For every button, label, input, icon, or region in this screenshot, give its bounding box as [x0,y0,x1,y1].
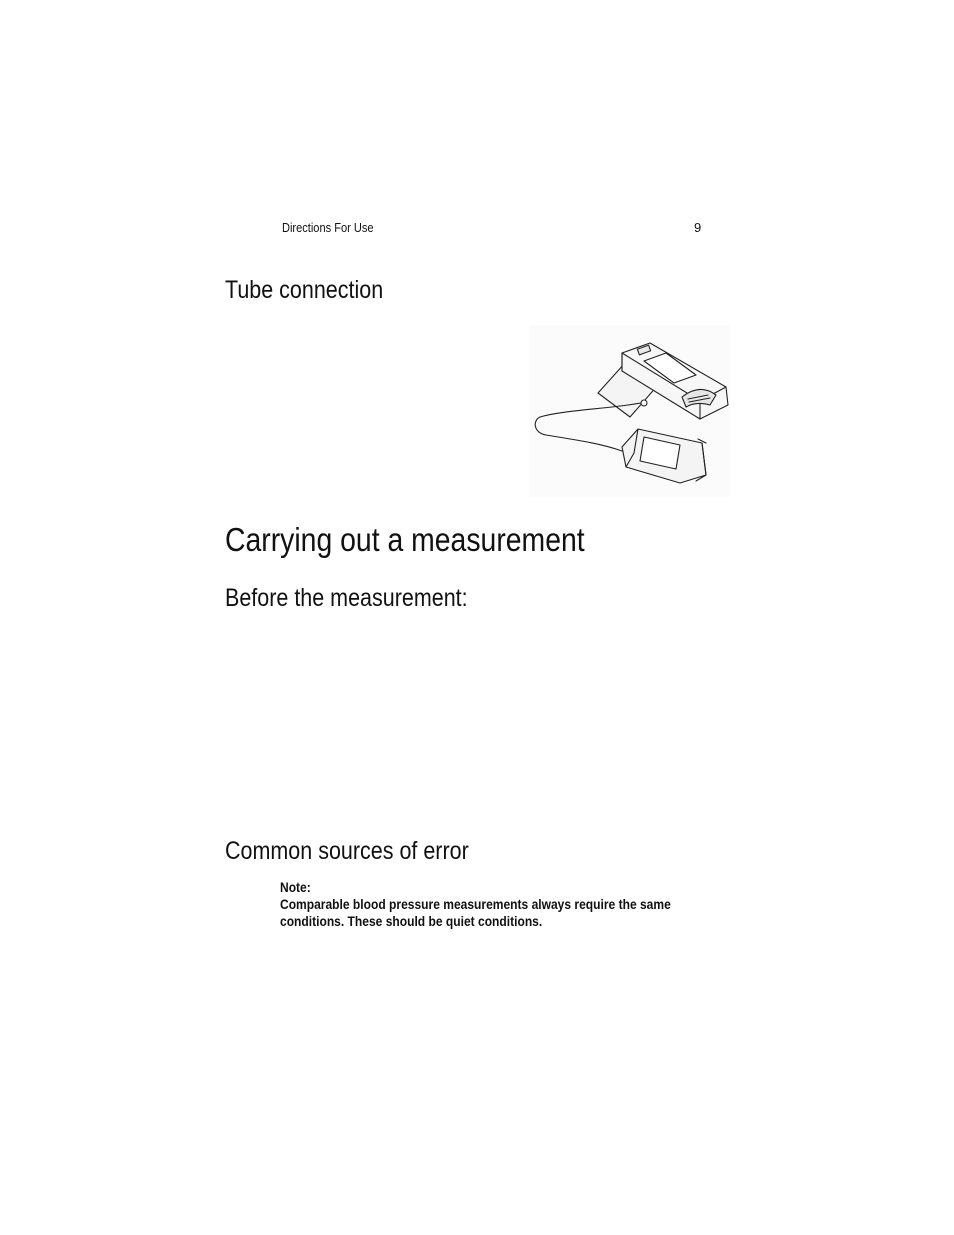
page-number: 9 [694,220,702,235]
note-text-line-1: Comparable blood pressure measurements always require the same [280,896,671,912]
running-header-title: Directions For Use [282,220,374,235]
note-block [280,879,671,930]
note-text-line-2: conditions. These should be quiet conditions. [280,913,543,929]
note-label: Note: [280,879,311,895]
heading-before-measurement: Before the measurement: [225,584,468,612]
device-cuff-illustration [530,325,730,497]
heading-tube-connection: Tube connection [225,276,384,304]
heading-carrying-out-measurement: Carrying out a measurement [225,521,585,558]
heading-common-sources-of-error: Common sources of error [225,837,469,865]
